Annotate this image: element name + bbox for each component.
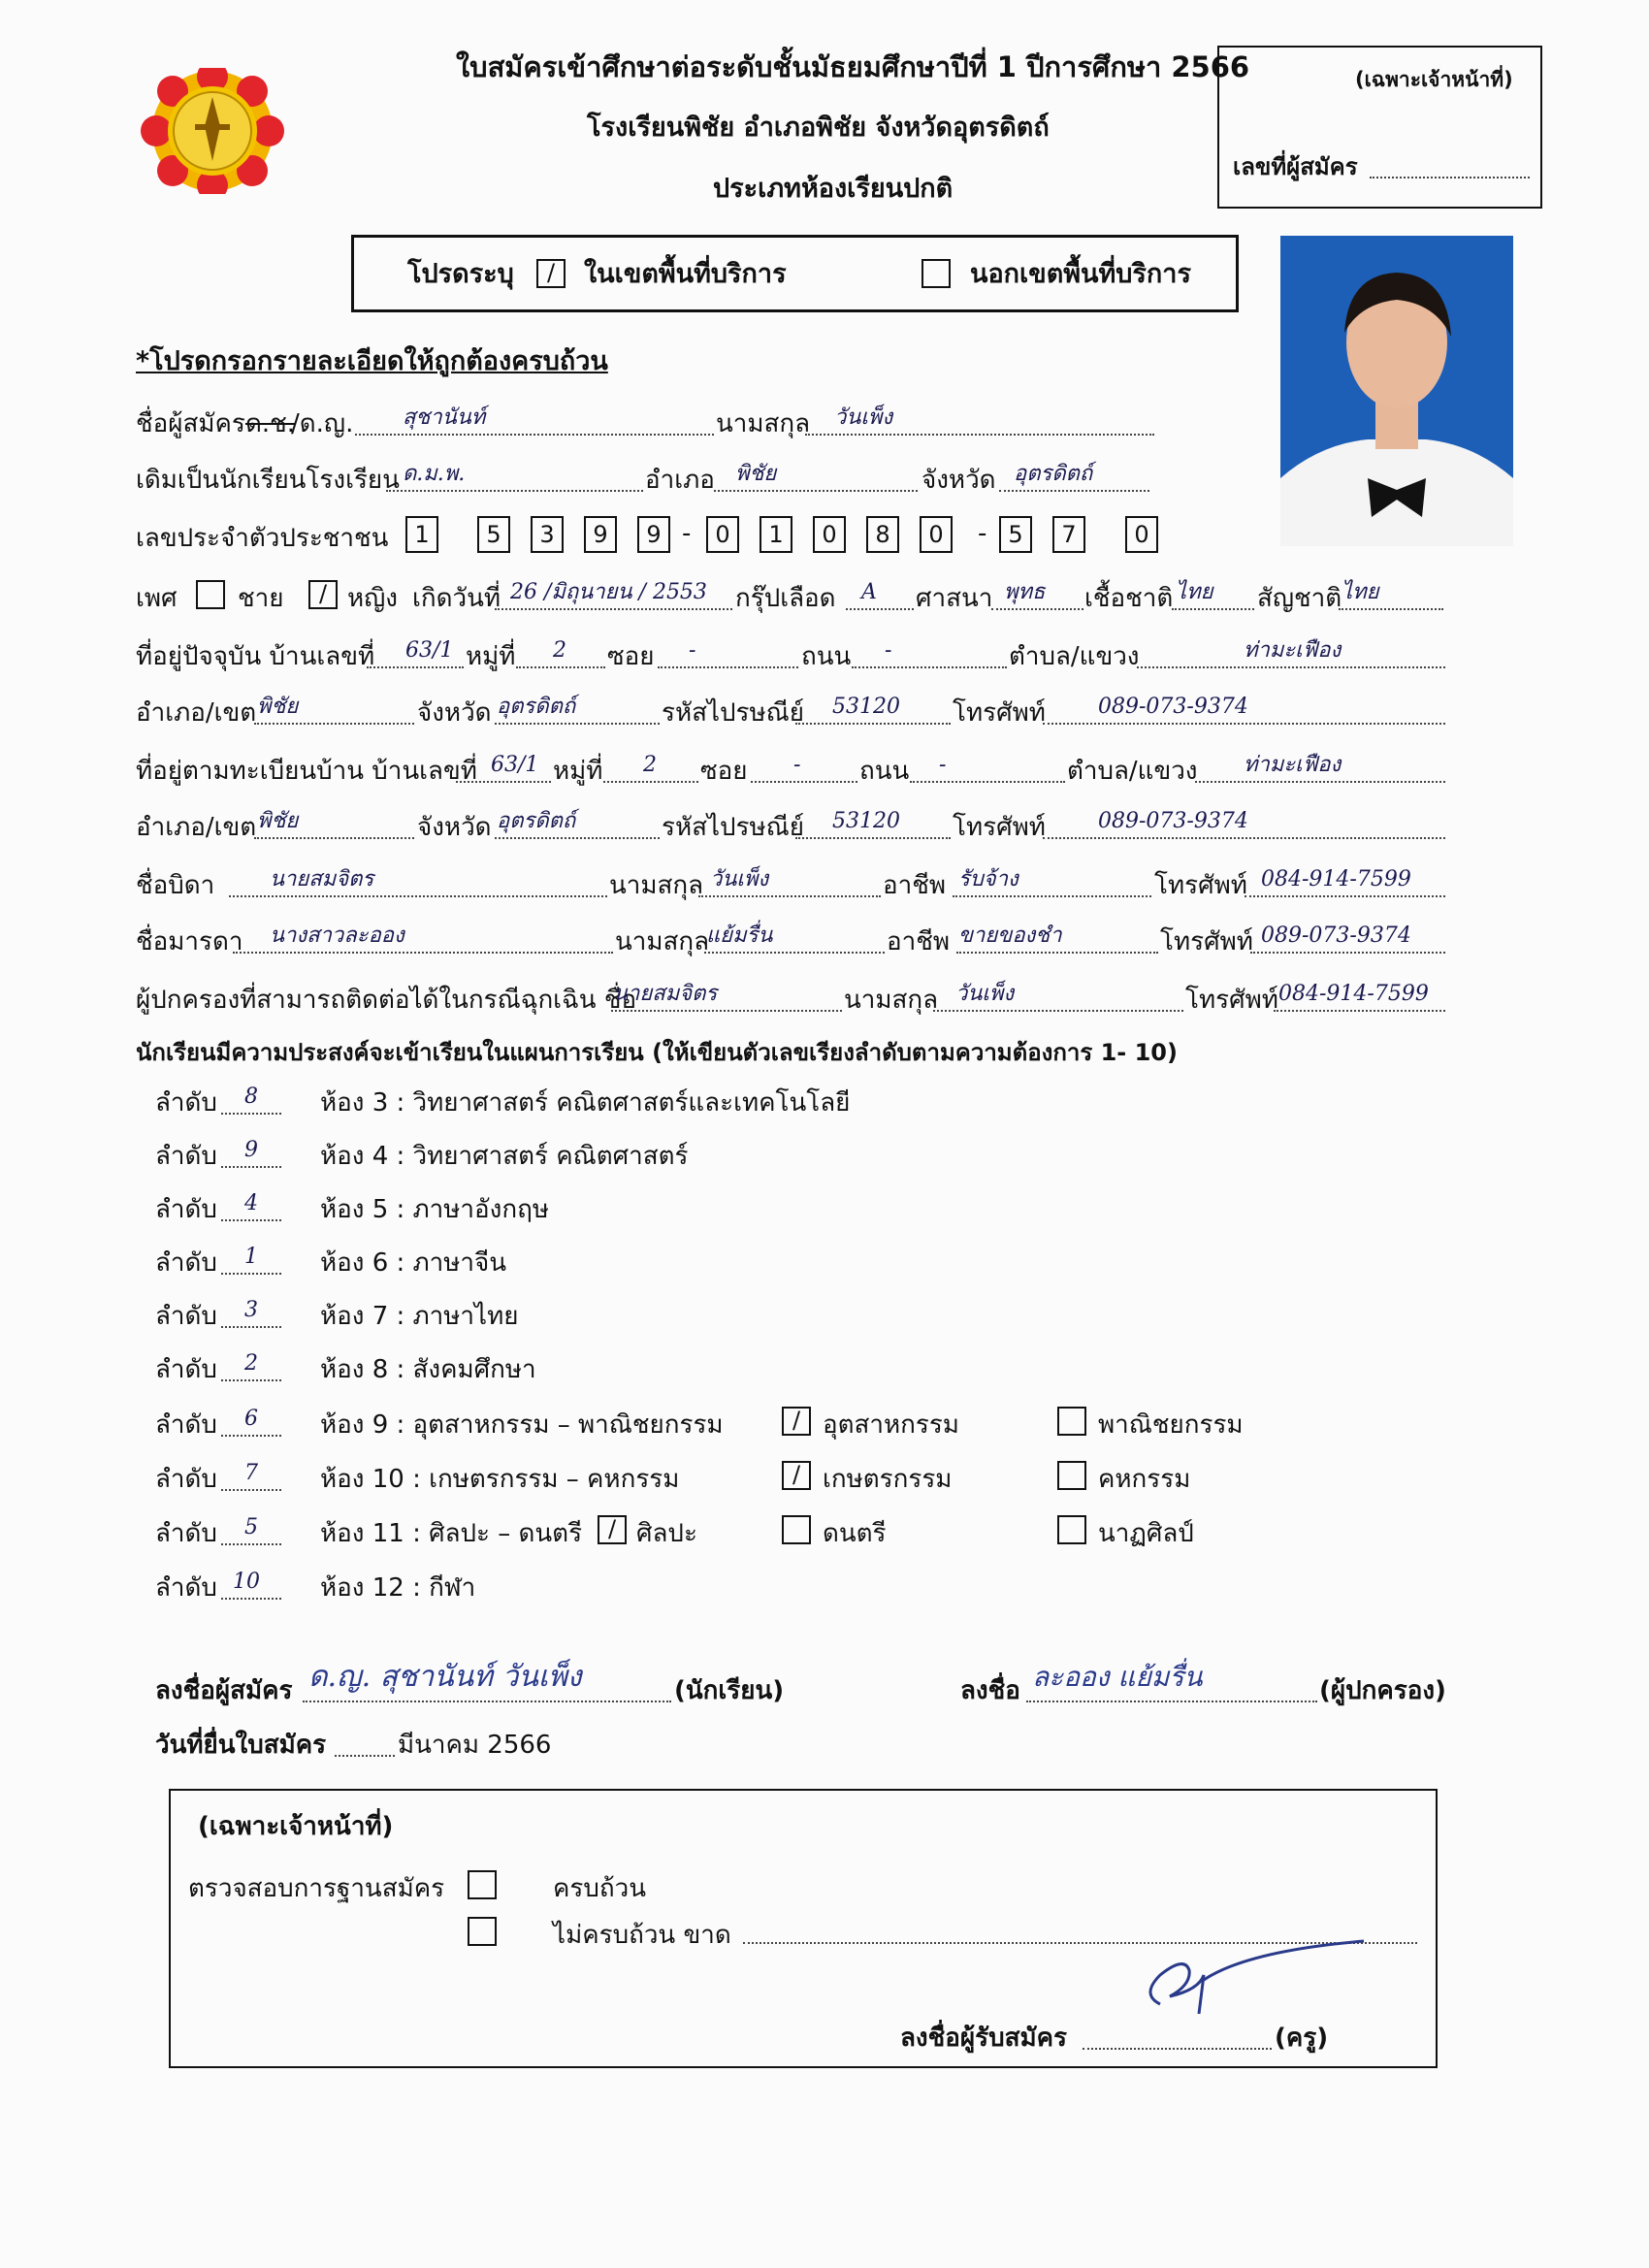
plan-room-7: ห้อง 7 : ภาษาไทย	[320, 1302, 519, 1331]
cur-province-label: จังหวัด	[417, 698, 492, 728]
blood-field[interactable]	[846, 608, 914, 610]
guardian-label: ผู้ปกครองที่สามารถติดต่อได้ในกรณีฉุกเฉิน ชื่อ	[136, 986, 637, 1015]
plans-heading: นักเรียนมีความประสงค์จะเข้าเรียนในแผนการเรียน (ให้เขียนตัวเลขเรียงลำดับตามความต้องการ 1- 10)	[136, 1039, 1178, 1066]
district-label: อำเภอ	[645, 466, 715, 495]
reg-address-label: ที่อยู่ตามทะเบียนบ้าน บ้านเลขที่	[136, 757, 477, 786]
plan-rank-value: 8	[244, 1085, 258, 1109]
cur-moo-label: หมู่ที่	[466, 642, 516, 671]
cur-subdistrict-value: ท่ามะเฟือง	[1244, 638, 1342, 663]
id-digit-1[interactable]: 1	[405, 516, 438, 553]
father-phone-label: โทรศัพท์	[1154, 871, 1247, 900]
religion-value: พุทธ	[1004, 580, 1046, 604]
form-title: ใบสมัครเข้าศึกษาต่อระดับชั้นมัธยมศึกษาปีที่ 1 ปีการศึกษา 2566	[456, 50, 1250, 83]
title-struck: ด.ช.	[245, 409, 296, 438]
plan-order-label: ลำดับ	[155, 1465, 217, 1494]
cur-subdistrict-label: ตำบล/แขวง	[1009, 642, 1140, 671]
guardian-name-value: นายสมจิตร	[613, 982, 718, 1006]
plan-room-5: ห้อง 5 : ภาษาอังกฤษ	[320, 1195, 549, 1224]
school-name: โรงเรียนพิชัย อำเภอพิชัย จังหวัดอุตรดิตถ์	[587, 113, 1050, 143]
plan-room-3: ห้อง 3 : วิทยาศาสตร์ คณิตศาสตร์และเทคโนโลยี	[320, 1088, 851, 1118]
cur-postcode-value: 53120	[832, 695, 900, 719]
cur-district-value: พิชัย	[257, 695, 299, 719]
out-area-label: นอกเขตพื้นที่บริการ	[970, 259, 1191, 289]
father-surname-label: นามสกุล	[609, 871, 704, 900]
teacher-suffix: (ครู)	[1275, 2024, 1329, 2053]
surname-value: วันเพ็ง	[834, 405, 893, 430]
id-digit-9[interactable]: 8	[866, 516, 899, 553]
cur-road-label: ถนน	[801, 642, 852, 671]
guardian-suffix: (ผู้ปกครอง)	[1319, 1676, 1446, 1705]
class-type: ประเภทห้องเรียนปกติ	[713, 174, 954, 204]
applicant-sign-field[interactable]	[303, 1701, 671, 1702]
birth-label: เกิดวันที่	[412, 584, 501, 613]
plan-rank-value: 9	[244, 1138, 258, 1162]
reg-subdistrict-value: ท่ามะเฟือง	[1244, 753, 1342, 777]
id-digit-5[interactable]: 9	[637, 516, 670, 553]
room11-dance-label: นาฏศิลป์	[1098, 1519, 1194, 1548]
current-address-label: ที่อยู่ปัจจุบัน บ้านเลขที่	[136, 642, 375, 671]
room10-agri-label: เกษตรกรรม	[823, 1465, 953, 1494]
cur-soi-field[interactable]	[658, 666, 798, 668]
cur-road-field[interactable]	[852, 666, 1007, 668]
reg-moo-label: หมู่ที่	[553, 757, 603, 786]
mother-job-value: ขายของชำ	[958, 923, 1062, 948]
mother-job-label: อาชีพ	[887, 927, 950, 956]
plan-rank-value: 1	[244, 1245, 258, 1269]
cur-province-value: อุตรดิตถ์	[497, 695, 576, 719]
religion-label: ศาสนา	[916, 584, 993, 613]
plan-rank-value: 3	[244, 1298, 258, 1322]
reg-road-value: -	[939, 753, 947, 777]
mother-label: ชื่อมารดา	[136, 927, 243, 956]
father-phone-value: 084-914-7599	[1261, 867, 1411, 891]
room11-art-checkbox[interactable]: /	[598, 1515, 627, 1544]
plan-order-label: ลำดับ	[155, 1088, 217, 1118]
reg-district-value: พิชัย	[257, 809, 299, 833]
reg-soi-value: -	[793, 753, 801, 777]
blood-label: กรุ๊ปเลือด	[735, 584, 836, 613]
nationality-label: สัญชาติ	[1257, 584, 1342, 613]
first-name-value: สุชานันท์	[403, 405, 486, 430]
guardian-phone-label: โทรศัพท์	[1185, 986, 1278, 1015]
plan-room-9: ห้อง 9 : อุตสาหกรรม – พาณิชยกรรม	[320, 1410, 724, 1440]
cur-postcode-label: รหัสไปรษณีย์	[662, 698, 805, 728]
applicant-photo	[1280, 236, 1513, 546]
official-title: (เฉพาะเจ้าหน้าที่)	[198, 1812, 394, 1841]
mother-phone-label: โทรศัพท์	[1160, 927, 1253, 956]
reg-road-field[interactable]	[910, 781, 1065, 783]
reg-road-label: ถนน	[859, 757, 910, 786]
surname-label: นามสกุล	[716, 409, 811, 438]
id-digit-13[interactable]: 0	[1125, 516, 1158, 553]
room9-industry-label: อุตสาหกรรม	[823, 1410, 959, 1440]
plan-rank-value: 4	[244, 1191, 258, 1215]
school-logo	[141, 68, 284, 194]
submit-date-value: มีนาคม 2566	[398, 1731, 552, 1760]
out-area-checkbox[interactable]	[922, 259, 951, 288]
plan-room-12: ห้อง 12 : กีฬา	[320, 1573, 476, 1603]
prev-school-label: เดิมเป็นนักเรียนโรงเรียน	[136, 466, 400, 495]
mother-name-value: นางสาวละออง	[270, 923, 404, 948]
id-digit-4[interactable]: 9	[584, 516, 617, 553]
area-prefix: โปรดระบุ	[407, 259, 514, 289]
receiver-label: ลงชื่อผู้รับสมัคร	[900, 2024, 1067, 2053]
applicant-signature: ด.ญ. สุชานันท์ วันเพ็ง	[308, 1660, 582, 1694]
birth-value: 26 /มิถุนายน / 2553	[510, 580, 707, 604]
in-area-label: ในเขตพื้นที่บริการ	[584, 259, 787, 289]
plan-order-label: ลำดับ	[155, 1573, 217, 1603]
reg-moo-value: 2	[643, 753, 657, 777]
plan-order-label: ลำดับ	[155, 1195, 217, 1224]
id-dash-1: -	[682, 519, 692, 548]
province-value: อุตรดิตถ์	[1014, 462, 1093, 486]
room10-agri-checkbox[interactable]: /	[782, 1461, 811, 1490]
plan-room-10: ห้อง 10 : เกษตรกรรม – คหกรรม	[320, 1465, 680, 1494]
official-use-box	[169, 1789, 1438, 2068]
instruction-text: *โปรดกรอกรายละเอียดให้ถูกต้องครบถ้วน	[136, 346, 608, 376]
plan-rank-value: 2	[244, 1351, 258, 1376]
guardian-surname-value: วันเพ็ง	[955, 982, 1015, 1006]
mother-phone-value: 089-073-9374	[1261, 923, 1411, 948]
father-surname-value: วันเพ็ง	[710, 867, 769, 891]
reg-phone-label: โทรศัพท์	[953, 813, 1046, 842]
room11-dance-checkbox[interactable]	[1057, 1515, 1086, 1544]
room10-home-label: คหกรรม	[1098, 1465, 1191, 1494]
father-job-label: อาชีพ	[883, 871, 946, 900]
plan-room-4: ห้อง 4 : วิทยาศาสตร์ คณิตศาสตร์	[320, 1142, 689, 1171]
id-digit-3[interactable]: 3	[531, 516, 564, 553]
official-applicant-box	[1217, 46, 1542, 209]
id-digit-10[interactable]: 0	[920, 516, 953, 553]
plan-rank-value: 7	[244, 1461, 258, 1485]
reg-soi-label: ซอย	[700, 757, 748, 786]
id-dash-2: -	[978, 519, 987, 548]
complete-checkbox[interactable]	[468, 1870, 497, 1899]
in-area-checkbox[interactable]: /	[536, 259, 566, 288]
cur-soi-label: ซอย	[607, 642, 655, 671]
name-label: ชื่อผู้สมัคร	[136, 409, 245, 438]
guardian-surname-label: นามสกุล	[844, 986, 939, 1015]
plan-rank-value: 10	[233, 1570, 260, 1594]
plan-order-label: ลำดับ	[155, 1302, 217, 1331]
room10-home-checkbox[interactable]	[1057, 1461, 1086, 1490]
cur-phone-value: 089-073-9374	[1098, 695, 1248, 719]
student-suffix: (นักเรียน)	[674, 1676, 785, 1705]
applicant-no-field[interactable]	[1370, 177, 1530, 178]
plan-rank-value: 5	[244, 1515, 258, 1539]
prev-school-value: ด.ม.พ.	[403, 462, 466, 486]
father-label: ชื่อบิดา	[136, 871, 215, 900]
id-digit-11[interactable]: 5	[999, 516, 1032, 553]
reg-district-label: อำเภอ/เขต	[136, 813, 257, 842]
reg-subdistrict-label: ตำบล/แขวง	[1067, 757, 1198, 786]
plan-room-11: ห้อง 11 : ศิลปะ – ดนตรี	[320, 1519, 583, 1548]
receiver-field[interactable]	[1083, 2048, 1272, 2050]
official-only-label: (เฉพาะเจ้าหน้าที่)	[1355, 68, 1513, 91]
race-label: เชื้อชาติ	[1084, 584, 1174, 613]
guardian-signature: ละออง แย้มรื่น	[1032, 1661, 1203, 1693]
father-name-value: นายสมจิตร	[270, 867, 374, 891]
female-checkbox[interactable]: /	[308, 580, 338, 609]
title-selected: /ด.ญ.	[291, 409, 354, 438]
male-label: ชาย	[238, 584, 284, 613]
race-value: ไทย	[1176, 580, 1213, 604]
plan-rank-value: 6	[244, 1407, 258, 1431]
plan-order-label: ลำดับ	[155, 1142, 217, 1171]
sex-label: เพศ	[136, 584, 178, 613]
receiver-signature	[1131, 1936, 1374, 2024]
incomplete-checkbox[interactable]	[468, 1917, 497, 1946]
id-digit-2[interactable]: 5	[477, 516, 510, 553]
blood-value: A	[861, 580, 877, 604]
id-digit-12[interactable]: 7	[1052, 516, 1085, 553]
applicant-sign-label: ลงชื่อผู้สมัคร	[155, 1676, 293, 1705]
mother-surname-label: นามสกุล	[615, 927, 710, 956]
father-job-value: รับจ้าง	[958, 867, 1018, 891]
reg-postcode-value: 53120	[832, 809, 900, 833]
cur-phone-label: โทรศัพท์	[953, 698, 1046, 728]
id-digit-6[interactable]: 0	[706, 516, 739, 553]
submit-date-field[interactable]	[335, 1755, 395, 1757]
check-label: ตรวจสอบการฐานสมัคร	[188, 1874, 445, 1903]
province-label: จังหวัด	[922, 466, 996, 495]
reg-soi-field[interactable]	[751, 781, 857, 783]
guardian-sign-label: ลงชื่อ	[960, 1676, 1020, 1705]
id-digit-7[interactable]: 1	[760, 516, 792, 553]
cur-moo-value: 2	[553, 638, 566, 663]
id-label: เลขประจำตัวประชาชน	[136, 524, 389, 553]
reg-province-label: จังหวัด	[417, 813, 492, 842]
female-label: หญิง	[347, 584, 398, 613]
applicant-no-label: เลขที่ผู้สมัคร	[1233, 153, 1358, 180]
room11-music-checkbox[interactable]	[782, 1515, 811, 1544]
guardian-phone-value: 084-914-7599	[1278, 982, 1429, 1006]
plan-order-label: ลำดับ	[155, 1355, 217, 1384]
room9-commerce-checkbox[interactable]	[1057, 1407, 1086, 1436]
submit-date-label: วันที่ยื่นใบสมัคร	[155, 1731, 327, 1760]
plan-order-label: ลำดับ	[155, 1248, 217, 1278]
reg-phone-value: 089-073-9374	[1098, 809, 1248, 833]
room9-industry-checkbox[interactable]: /	[782, 1407, 811, 1436]
room11-art-label: ศิลปะ	[636, 1519, 697, 1548]
complete-label: ครบถ้วน	[553, 1874, 646, 1903]
guardian-sign-field[interactable]	[1026, 1701, 1317, 1702]
cur-house-value: 63/1	[405, 638, 454, 663]
district-value: พิชัย	[735, 462, 777, 486]
male-checkbox[interactable]	[196, 580, 225, 609]
reg-house-value: 63/1	[491, 753, 539, 777]
cur-soi-value: -	[689, 638, 696, 663]
mother-surname-value: แย้มรื่น	[706, 923, 773, 948]
plan-order-label: ลำดับ	[155, 1519, 217, 1548]
cur-district-label: อำเภอ/เขต	[136, 698, 257, 728]
cur-road-value: -	[885, 638, 892, 663]
incomplete-label: ไม่ครบถ้วน ขาด	[553, 1921, 731, 1950]
plan-room-6: ห้อง 6 : ภาษาจีน	[320, 1248, 507, 1278]
area-select-box	[351, 235, 1239, 312]
plan-order-label: ลำดับ	[155, 1410, 217, 1440]
nationality-value: ไทย	[1342, 580, 1379, 604]
reg-postcode-label: รหัสไปรษณีย์	[662, 813, 805, 842]
room9-commerce-label: พาณิชยกรรม	[1098, 1410, 1244, 1440]
reg-province-value: อุตรดิตถ์	[497, 809, 576, 833]
plan-room-8: ห้อง 8 : สังคมศึกษา	[320, 1355, 536, 1384]
room11-music-label: ดนตรี	[823, 1519, 887, 1548]
id-digit-8[interactable]: 0	[813, 516, 846, 553]
